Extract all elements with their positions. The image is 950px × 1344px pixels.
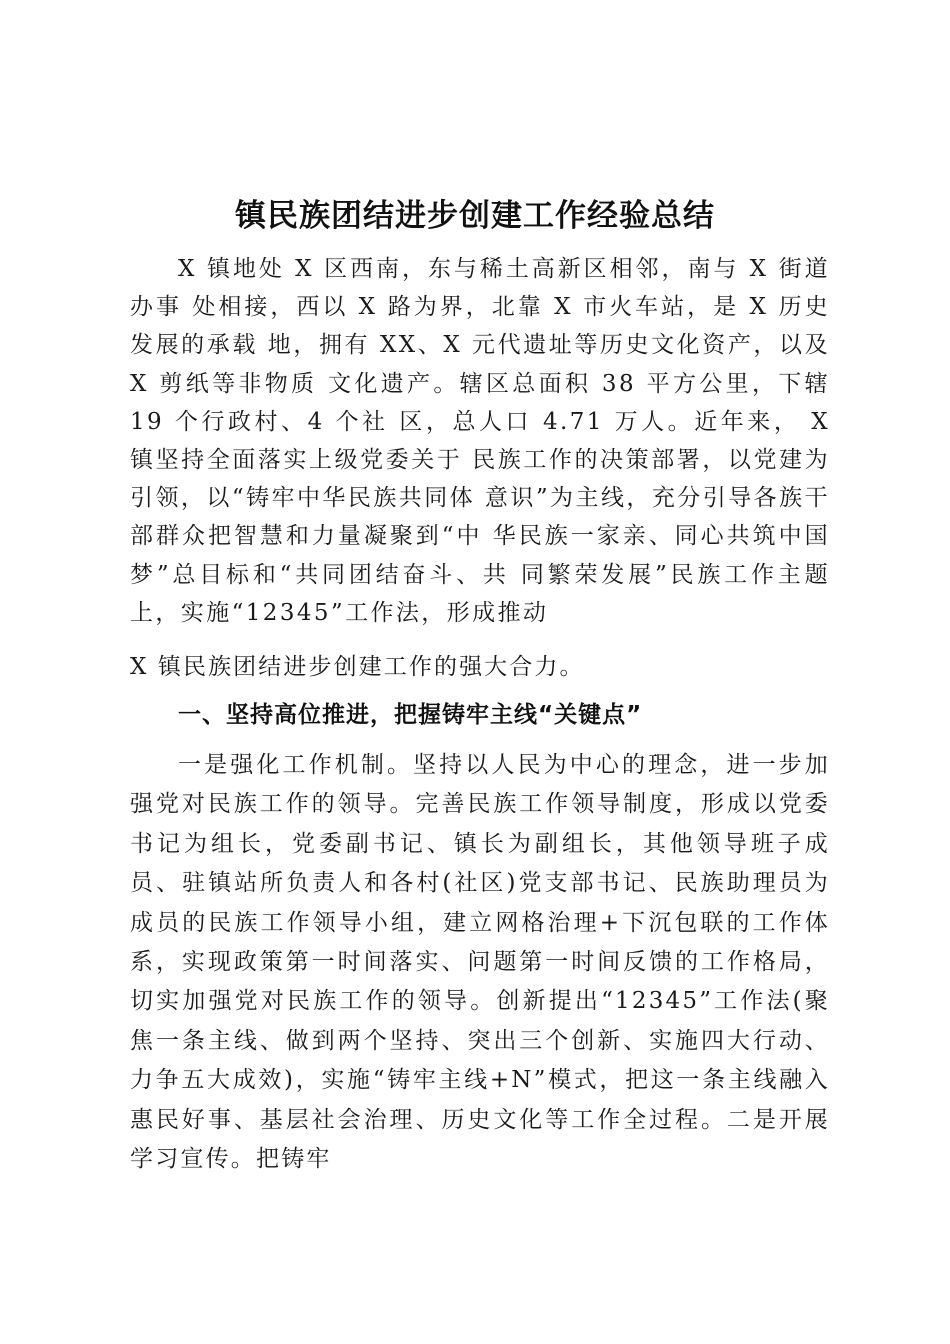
section-1-paragraph: 一是强化工作机制。坚持以人民为中心的理念，进一步加强党对民族工作的领导。完善民族工作领导制度，形成以党委书记为组长，党委副书记、镇长为副组长，其他领导班子成员、驻镇站所负责人和各村(社区)党支部书记、民族助理员为成员的民族工作领导小组，建立网格治理+下沉包联的工作体系，实现政策第一时间落实、问题第一时间反馈的工作格局，切实加强党对民族工作的领导。创新提出“12345”工作法(聚焦一条主线、做到两个坚持、突出三个创新、实施四大行动、力争五大成效)，实施“铸牢主线+N”模式，把这一条主线融入惠民好事、基层社会治理、历史文化等工作全过程。二是开展学习宣传。把铸牢 xyxy=(130,752,830,1173)
intro-paragraph: X 镇地处 X 区西南，东与稀土高新区相邻，南与 X 街道办事 处相接，西以 X 路为界，北靠 X 市火车站，是 X 历史发展的承载 地，拥有 XX、X 元代遗址等历史文化资产，以及 X 剪纸等非物质 文化遗产。辖区总面积 38 平方公里，下辖 19 个行政村、4 个社 区，总人口 4.71 万人。近年来， X 镇坚持全面落实上级党委关于 民族工作的决策部署，以党建为引领，以“铸牢中华民族共同体 意识”为主线，充分引导各族干部群众把智慧和力量凝聚到“中 华民族一家亲、同心共筑中国梦”总目标和“共同团结奋斗、共 同繁荣发展”民族工作主题上，实施“12345”工作法，形成推动 xyxy=(130,256,830,626)
intro-paragraph-continued: X 镇民族团结进步创建工作的强大合力。 xyxy=(130,654,585,680)
section-heading-1: 一、坚持高位推进，把握铸牢主线“关键点” xyxy=(178,702,643,728)
document-title: 镇民族团结进步创建工作经验总结 xyxy=(235,198,715,234)
